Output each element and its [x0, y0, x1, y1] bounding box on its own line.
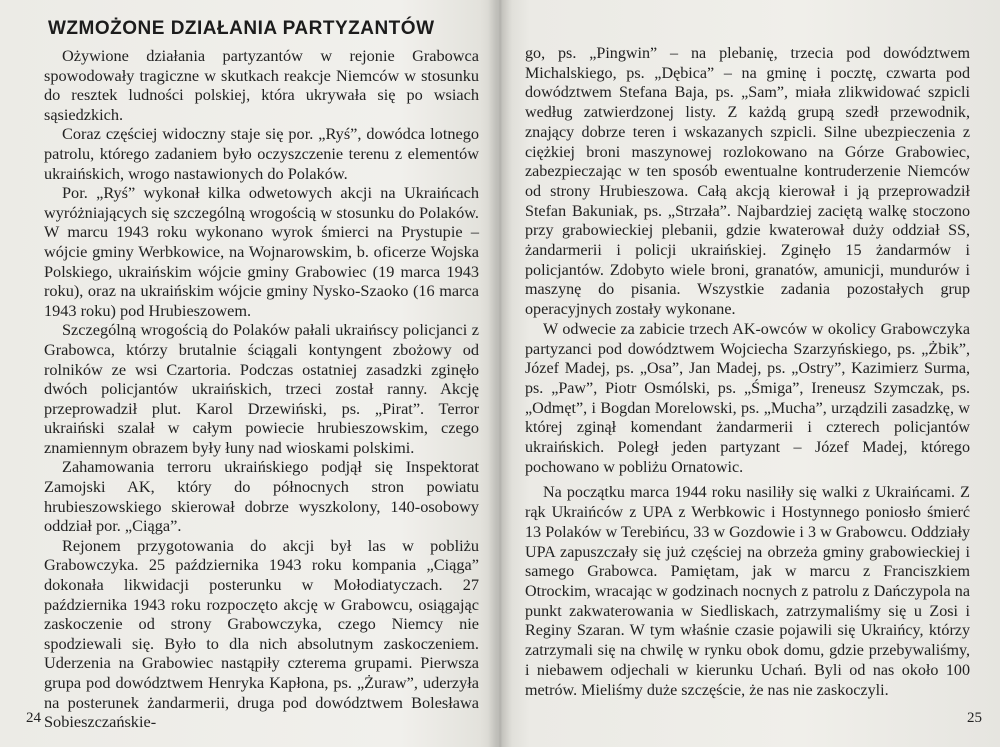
- page-number: 25: [967, 710, 982, 726]
- page-number: 24: [26, 710, 41, 726]
- left-page: [0, 0, 495, 747]
- paragraph: W odwecie za zabicie trzech AK-owców w okolicy Grabowczyka partyzanci pod dowództwem Wojciecha Szarzyńskiego, ps. „Żbik”, Józef Madej, ps. „Osa”, Jan Madej, ps. „Ostry”, Kazimierz Surma, ps. „Paw”, Piotr Osmólski, ps. „Śmiga”, Ireneusz Szymczak, ps. „Odmęt”, i Bogdan Morelowski, ps. „Mucha”, urządzili zasadzkę, w której zginął komendant żandarmerii i czterech policjantów ukraińskich. Poległ jeden partyzant – Józef Madej, którego pochowano w pobliżu Ornatowic.: [525, 320, 970, 476]
- paragraph: Na początku marca 1944 roku nasiliły się walki z Ukraińcami. Z rąk Ukraińców z UPA z Werbkowic i Hostynnego poniosło śmierć 13 Polaków w Terebińcu, 33 w Gozdowie i 3 w Grabowcu. Oddziały UPA zapuszczały się już częściej na obrzeża gminy grabowieckiej i samego Grabowca. Pamiętam, jak w marcu z Franciszkiem Otrockim, wracając w godzinach nocnych z patrolu z Dańczypola na punkt zakwaterowania w Siedliskach, zatrzymaliśmy się u Zosi i Reginy Szaran. W tym właśnie czasie pojawili się Ukraińcy, którzy zatrzymali się na chwilę w rynku obok domu, gdzie przebywaliśmy, i niebawem odjechali w kierunku Uchań. Byli od nas około 100 metrów. Mieliśmy duże szczęście, że nas nie zaskoczyli.: [525, 484, 970, 699]
- paragraph: go, ps. „Pingwin” – na plebanię, trzecia pod dowództwem Michalskiego, ps. „Dębica” – na gminę i pocztę, czwarta pod dowództwem Stefana Baja, ps. „Sam”, miała zlikwidować szpicli według zatwierdzonej listy. Z każdą grupą szedł przewodnik, znający dobrze teren i wskazanych szpicli. Silne ubezpieczenia z ciężkiej broni maszynowej rozlokowano na Górze Grabowiec, zabezpieczając w ten sposób ewentualne kontruderzenie Niemców od strony Hrubieszowa. Całą akcją kierował i ją przeprowadził Stefan Bakuniak, ps. „Strzała”. Najbardziej zaciętą walkę stoczono przy grabowieckiej plebanii, gdzie kwaterował duży oddział SS, żandarmerii i policji ukraińskiej. Zginęło 15 żandarmów i policjantów. Zdobyto wiele broni, granatów, amunicji, mundurów i maszynę do pisania. Wszystkie zadania pozostałych grup operacyjnych zostały wykonane.: [525, 45, 970, 319]
- paragraph: Rejonem przygotowania do akcji był las w pobliżu Grabowczyka. 25 października 1943 roku kompania „Ciąga” dokonała likwidacji posterunku w Mołodiatyczach. 27 października 1943 roku rozpoczęto akcję w Grabowcu, osiągając zaskoczenie od strony Grabowczyka, czego Niemcy nie spodziewali się. Było to dla nich absolutnym zaskoczeniem. Uderzenia na Grabowiec nastąpiły czterema grupami. Pierwsza grupa pod dowództwem Henryka Kapłona, ps. „Żuraw”, uderzyła na posterunek żandarmerii, druga pod dowództwem Bolesława Sobieszczańskie-: [44, 535, 479, 732]
- paragraph: Szczególną wrogością do Polaków pałali ukraińscy policjanci z Grabowca, którzy brutalnie ściągali kontyngent zbożowy od rolników ze wsi Czartoria. Podczas ostatniej zasadzki zginęło dwóch policjantów ukraińskich, trzeci został ranny. Akcję przeprowadził plut. Karol Drzewiński, ps. „Pirat”. Terror ukraiński szalał w całym powiecie hrubieszowskim, czego znamiennym obrazem były łuny nad wioskami polskimi.: [44, 320, 479, 457]
- paragraph: Coraz częściej widoczny staje się por. „Ryś”, dowódca lotnego patrolu, którego zadaniem było oczyszczenie terenu z elementów ukraińskich, wrogo nastawionych do Polaków.: [44, 124, 479, 183]
- paragraph: Zahamowania terroru ukraińskiego podjął się Inspektorat Zamojski AK, który do północnych stron powiatu hrubieszowskiego skierował dobrze wyszkolony, 140-osobowy oddział por. „Ciąga”.: [44, 457, 479, 536]
- paragraph: Ożywione działania partyzantów w rejonie Grabowca spowodowały tragiczne w skutkach reakcje Niemców w stosunku do resztek ludności polskiej, która ukrywała się po wsiach sąsiedzkich.: [44, 46, 479, 124]
- paragraph: Por. „Ryś” wykonał kilka odwetowych akcji na Ukraińcach wyróżniających się szczególną wrogością w stosunku do Polaków. W marcu 1943 roku wykonano wyrok śmierci na Prystupie – wójcie gminy Werbkowice, na Wojnarowskim, b. oficerze Wojska Polskiego, ukraińskim wójcie gminy Grabowiec (19 marca 1943 roku), oraz na ukraińskim wójcie gminy Nysko-Szaoko (16 marca 1943 roku) pod Hrubieszowem.: [44, 183, 479, 320]
- right-page: [505, 0, 1000, 747]
- chapter-heading: WZMOŻONE DZIAŁANIA PARTYZANTÓW: [48, 18, 435, 39]
